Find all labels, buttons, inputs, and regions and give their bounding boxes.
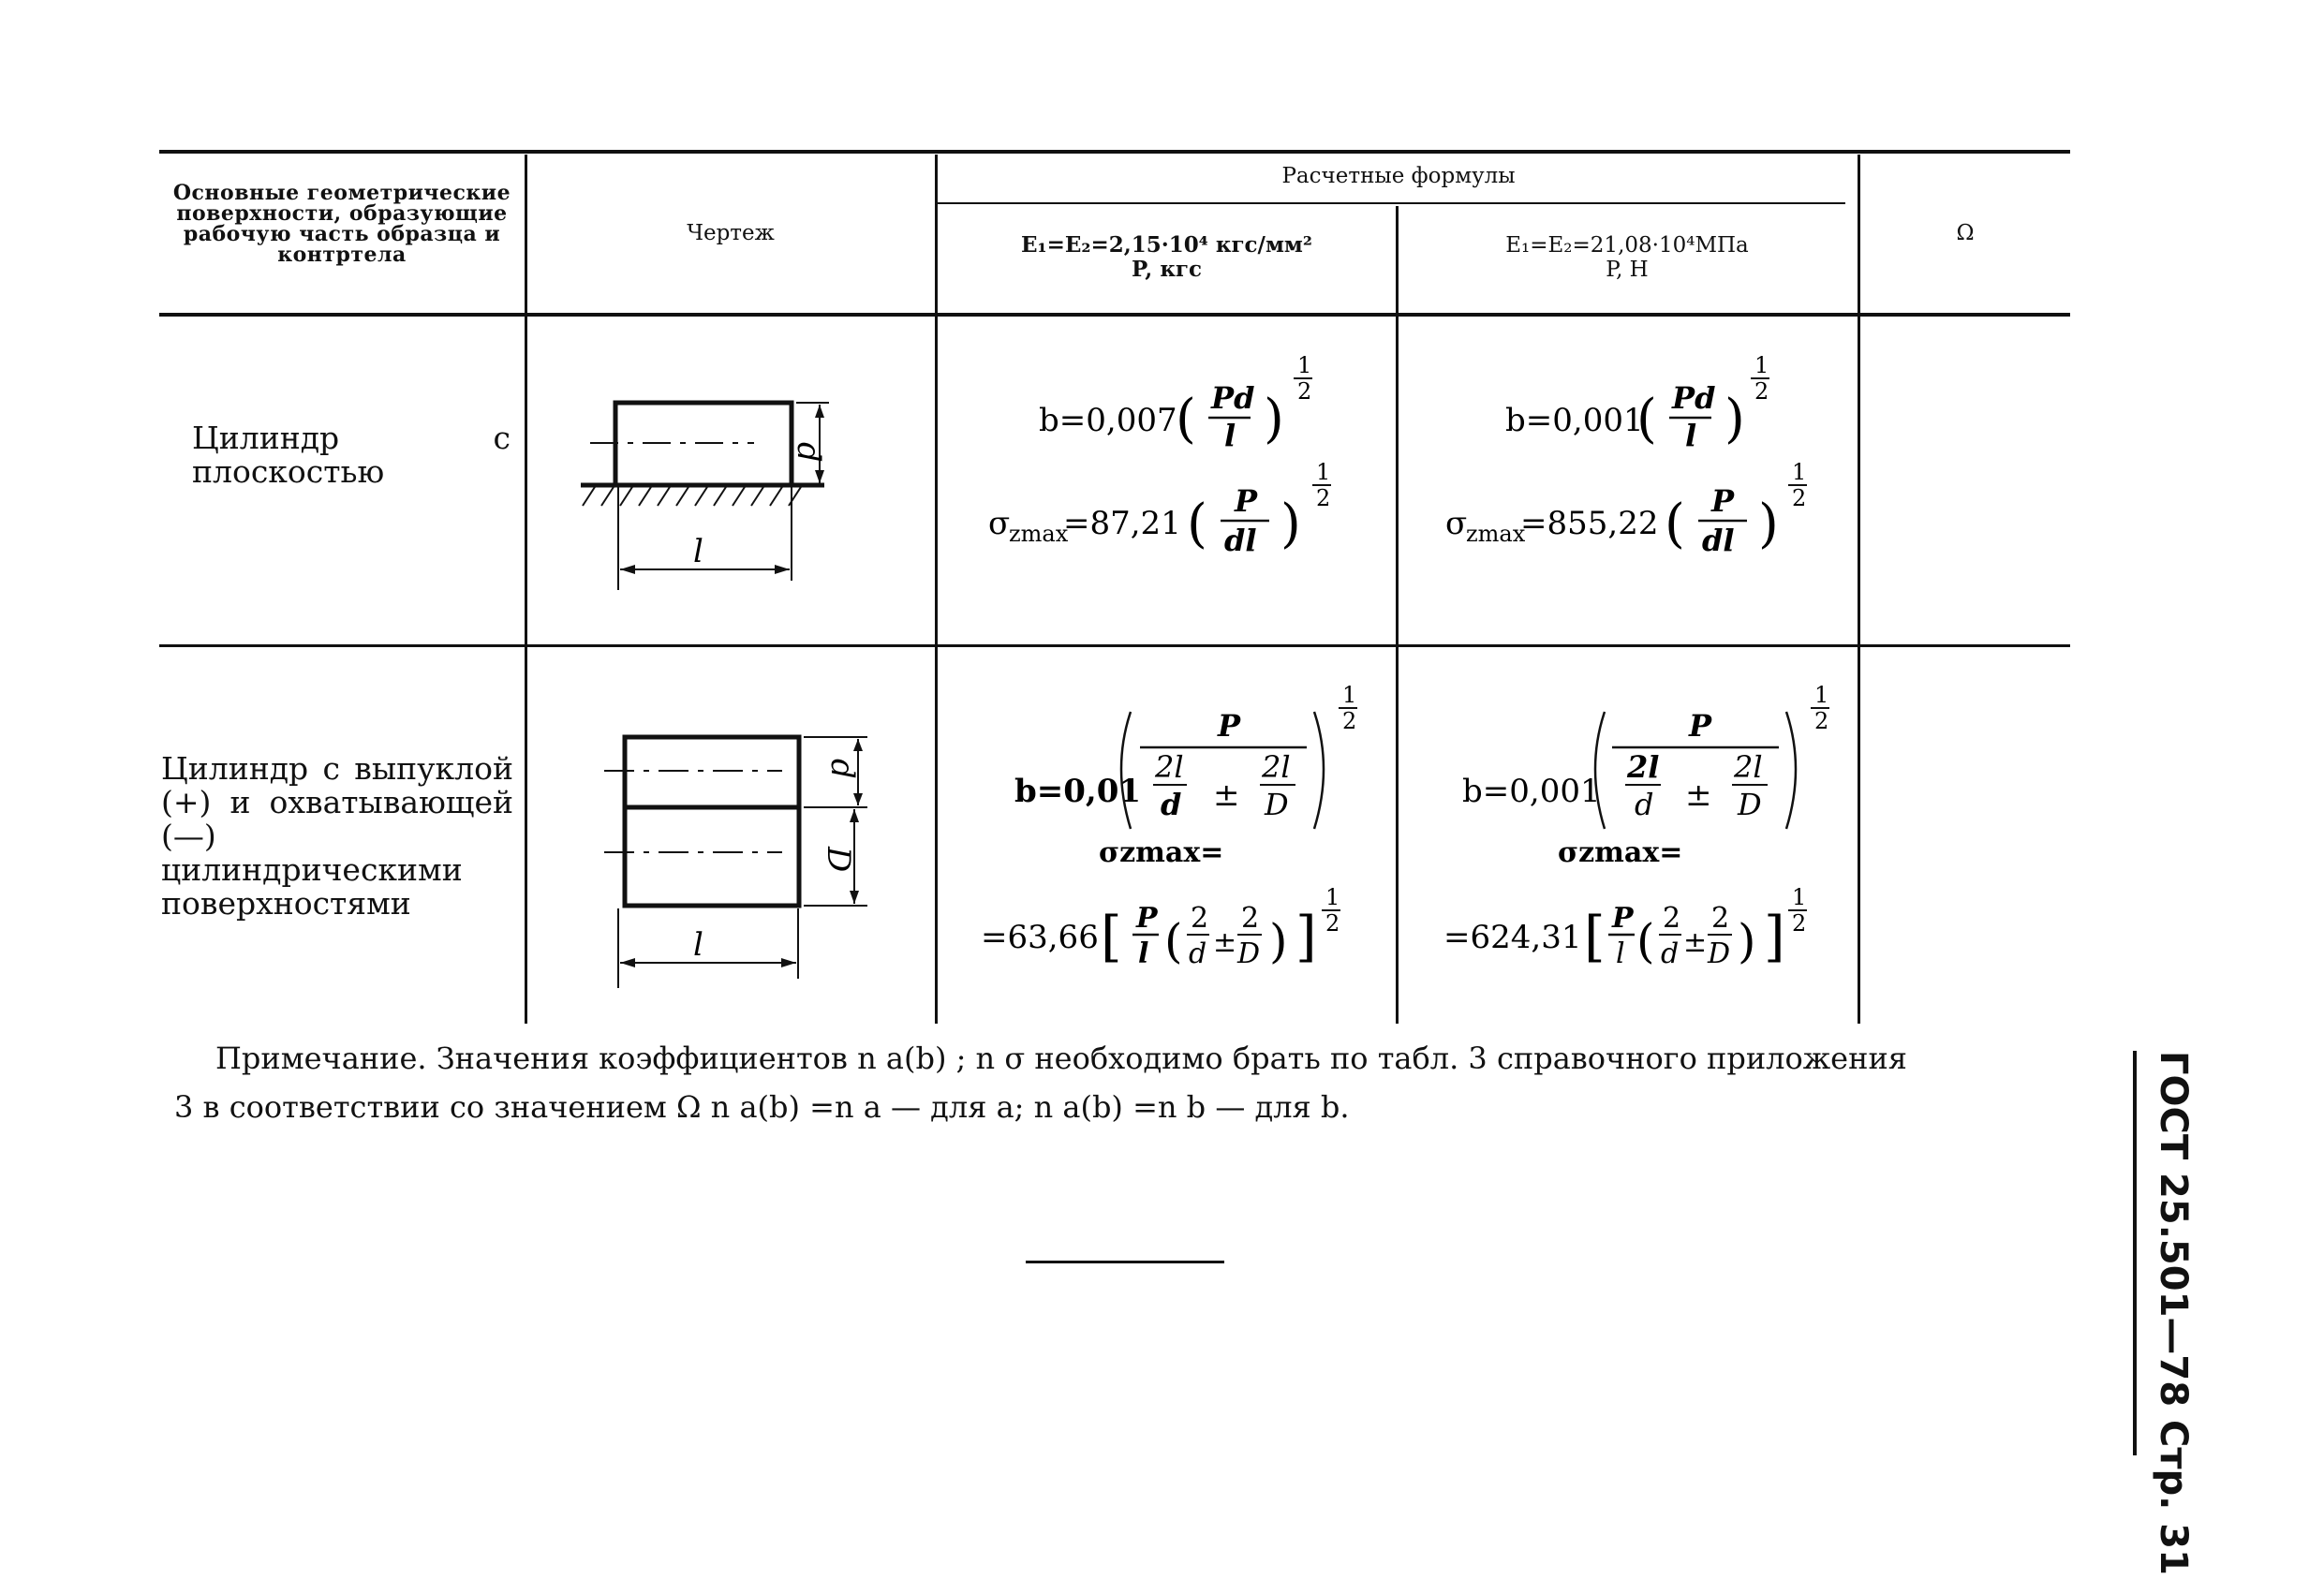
svg-text:d: d	[1635, 787, 1654, 822]
header-formulas: Расчетные формулы	[1281, 164, 1516, 188]
svg-text:2l: 2l	[1734, 749, 1763, 785]
svg-text:1: 1	[1316, 459, 1331, 485]
row2-dim-l: l	[693, 926, 703, 964]
svg-text:±: ±	[1213, 926, 1237, 959]
svg-text:(: (	[1665, 494, 1685, 554]
row1-mpa-sigma-sub: zmax	[1466, 521, 1526, 547]
svg-text:D: D	[1738, 787, 1762, 822]
row2-dim-D: D	[820, 847, 857, 873]
row1-mpa-sigma-val: =855,22	[1520, 505, 1659, 542]
svg-text:): )	[1264, 389, 1284, 450]
row1-kgs-den: l	[1224, 418, 1236, 453]
svg-text:2: 2	[1754, 378, 1769, 405]
note-line2: 3 в соответствии со значением Ω n a(b) =n a — для a; n a(b) =n b — для b.	[174, 1089, 1350, 1125]
svg-text:P: P	[1136, 902, 1158, 935]
svg-text:): )	[1269, 914, 1288, 968]
row2-kgs-sigma-line: σzmax=	[1099, 836, 1224, 869]
row2-mpa-sigma-val: =624,31	[1443, 919, 1582, 956]
svg-text:2: 2	[1191, 902, 1209, 935]
row1-kgs-sigma-sub: zmax	[1009, 521, 1069, 547]
svg-text:l: l	[1138, 937, 1149, 970]
svg-text:2l: 2l	[1627, 749, 1660, 785]
svg-text:P: P	[1689, 708, 1712, 744]
row2-kgs-P: P	[1218, 708, 1241, 744]
row2-kgs-sigma-val: =63,66	[981, 919, 1099, 956]
svg-text:D: D	[1265, 787, 1289, 822]
note-line1: Примечание. Значения коэффициентов n a(b) ; n σ необходимо брать по табл. 3 справочного приложения	[215, 1041, 1907, 1076]
svg-text:2: 2	[1792, 910, 1807, 937]
row2-mpa-sigma-line: σzmax=	[1558, 836, 1683, 869]
header-geometry: Основные геометрические поверхности, образующие рабочую часть образца и контртела	[172, 181, 511, 267]
svg-text:1: 1	[1792, 884, 1807, 910]
svg-text:(: (	[1636, 389, 1657, 450]
svg-text:2l: 2l	[1155, 749, 1184, 785]
row1-label: Цилиндр с плоскостью	[192, 420, 511, 490]
col-divider-4	[1858, 155, 1860, 1024]
row1-mpa-sigma: σ	[1445, 505, 1468, 542]
svg-text:[: [	[1101, 905, 1122, 968]
svg-text:2l: 2l	[1262, 749, 1291, 785]
col-divider-2	[935, 155, 938, 1024]
header-drawing: Чертеж	[687, 221, 775, 245]
row1-dim-d: d	[790, 442, 827, 463]
svg-text:D: D	[1708, 937, 1731, 970]
svg-text:dl: dl	[1702, 523, 1735, 558]
row1-formulas-mpa	[1400, 347, 1855, 571]
svg-text:D: D	[1237, 937, 1261, 970]
svg-text:1: 1	[1342, 682, 1357, 708]
svg-text:1: 1	[1814, 682, 1829, 708]
row2-mpa-b: b=0,001	[1462, 773, 1601, 810]
svg-text:2: 2	[1241, 902, 1260, 935]
row1-kgs-p-den: dl	[1224, 523, 1257, 558]
svg-text:[: [	[1584, 905, 1606, 968]
svg-text:1: 1	[1754, 352, 1769, 378]
svg-text:): )	[1738, 914, 1756, 968]
svg-text:(: (	[1636, 914, 1655, 968]
svg-text:±: ±	[1683, 926, 1708, 959]
row2-drawing	[590, 721, 881, 993]
svg-text:2: 2	[1316, 485, 1331, 511]
svg-text:(: (	[1176, 389, 1196, 450]
row1-mpa-den: l	[1685, 418, 1697, 453]
row-separator-rule	[159, 644, 2070, 647]
row1-kgs-sigma: σ	[988, 505, 1011, 542]
header-col-kgs-line1: E₁=E₂=2,15·10⁴ кгс/мм²	[1020, 232, 1312, 258]
svg-text:): )	[1724, 389, 1745, 450]
header-col-mpa-line1: E₁=E₂=21,08·10⁴МПа	[1505, 233, 1749, 258]
header-col-kgs-line2: P, кгс	[1131, 257, 1203, 282]
svg-text:2: 2	[1663, 902, 1681, 935]
row1-kgs-p-num: P	[1235, 483, 1258, 519]
table-top-rule	[159, 150, 2070, 154]
side-label: ГОСТ 25.501—78 Стр. 31	[2152, 1051, 2195, 1575]
svg-text:): )	[1280, 494, 1301, 554]
page-end-rule	[1026, 1261, 1224, 1263]
row2-label: Цилиндр с выпуклой (+) и охватывающей (—) цилиндрическими поверхностями	[161, 750, 513, 922]
row2-kgs-b: b=0,01	[1014, 773, 1142, 810]
col-divider-1	[525, 155, 527, 1024]
row2-formulas-kgs	[941, 674, 1391, 1021]
col-divider-3	[1396, 206, 1399, 1024]
svg-text:P: P	[1612, 902, 1634, 935]
row2-dim-d: d	[823, 759, 861, 779]
row1-drawing	[562, 384, 843, 599]
side-rule	[2133, 1051, 2137, 1455]
row2-formulas-mpa	[1400, 674, 1855, 1021]
svg-text:2: 2	[1711, 902, 1730, 935]
header-bottom-rule	[159, 313, 2070, 317]
svg-text:d: d	[1189, 937, 1207, 970]
svg-text:l: l	[1616, 937, 1625, 970]
row1-kgs-exp-num: 1	[1297, 352, 1312, 378]
row1-formulas-kgs	[941, 347, 1391, 571]
svg-text:d: d	[1661, 937, 1680, 970]
svg-text:): )	[1758, 494, 1779, 554]
svg-text:1: 1	[1325, 884, 1340, 910]
svg-text:±: ±	[1213, 776, 1240, 814]
row1-kgs-exp-den: 2	[1297, 378, 1312, 405]
row1-kgs-b: b=0,007	[1039, 402, 1177, 439]
svg-text:±: ±	[1685, 776, 1712, 814]
svg-text:(: (	[1164, 914, 1183, 968]
svg-text:2: 2	[1792, 485, 1807, 511]
row1-kgs-sigma-val: =87,21	[1063, 505, 1181, 542]
formulas-header-rule	[937, 202, 1845, 204]
svg-text:2: 2	[1342, 708, 1357, 734]
svg-text:1: 1	[1792, 459, 1807, 485]
svg-text:(: (	[1187, 494, 1207, 554]
row1-dim-l: l	[693, 533, 703, 570]
row1-mpa-b: b=0,001	[1505, 402, 1644, 439]
header-col-mpa-line2: P, Н	[1606, 258, 1649, 282]
svg-text:P: P	[1711, 483, 1735, 519]
svg-text:]: ]	[1764, 905, 1785, 968]
header-omega: Ω	[1956, 221, 1975, 245]
svg-text:2: 2	[1325, 910, 1340, 937]
row1-mpa-num: Pd	[1672, 380, 1716, 416]
svg-text:]: ]	[1295, 905, 1317, 968]
svg-text:d: d	[1161, 787, 1182, 822]
row1-kgs-num: Pd	[1211, 380, 1255, 416]
svg-text:2: 2	[1814, 708, 1829, 734]
